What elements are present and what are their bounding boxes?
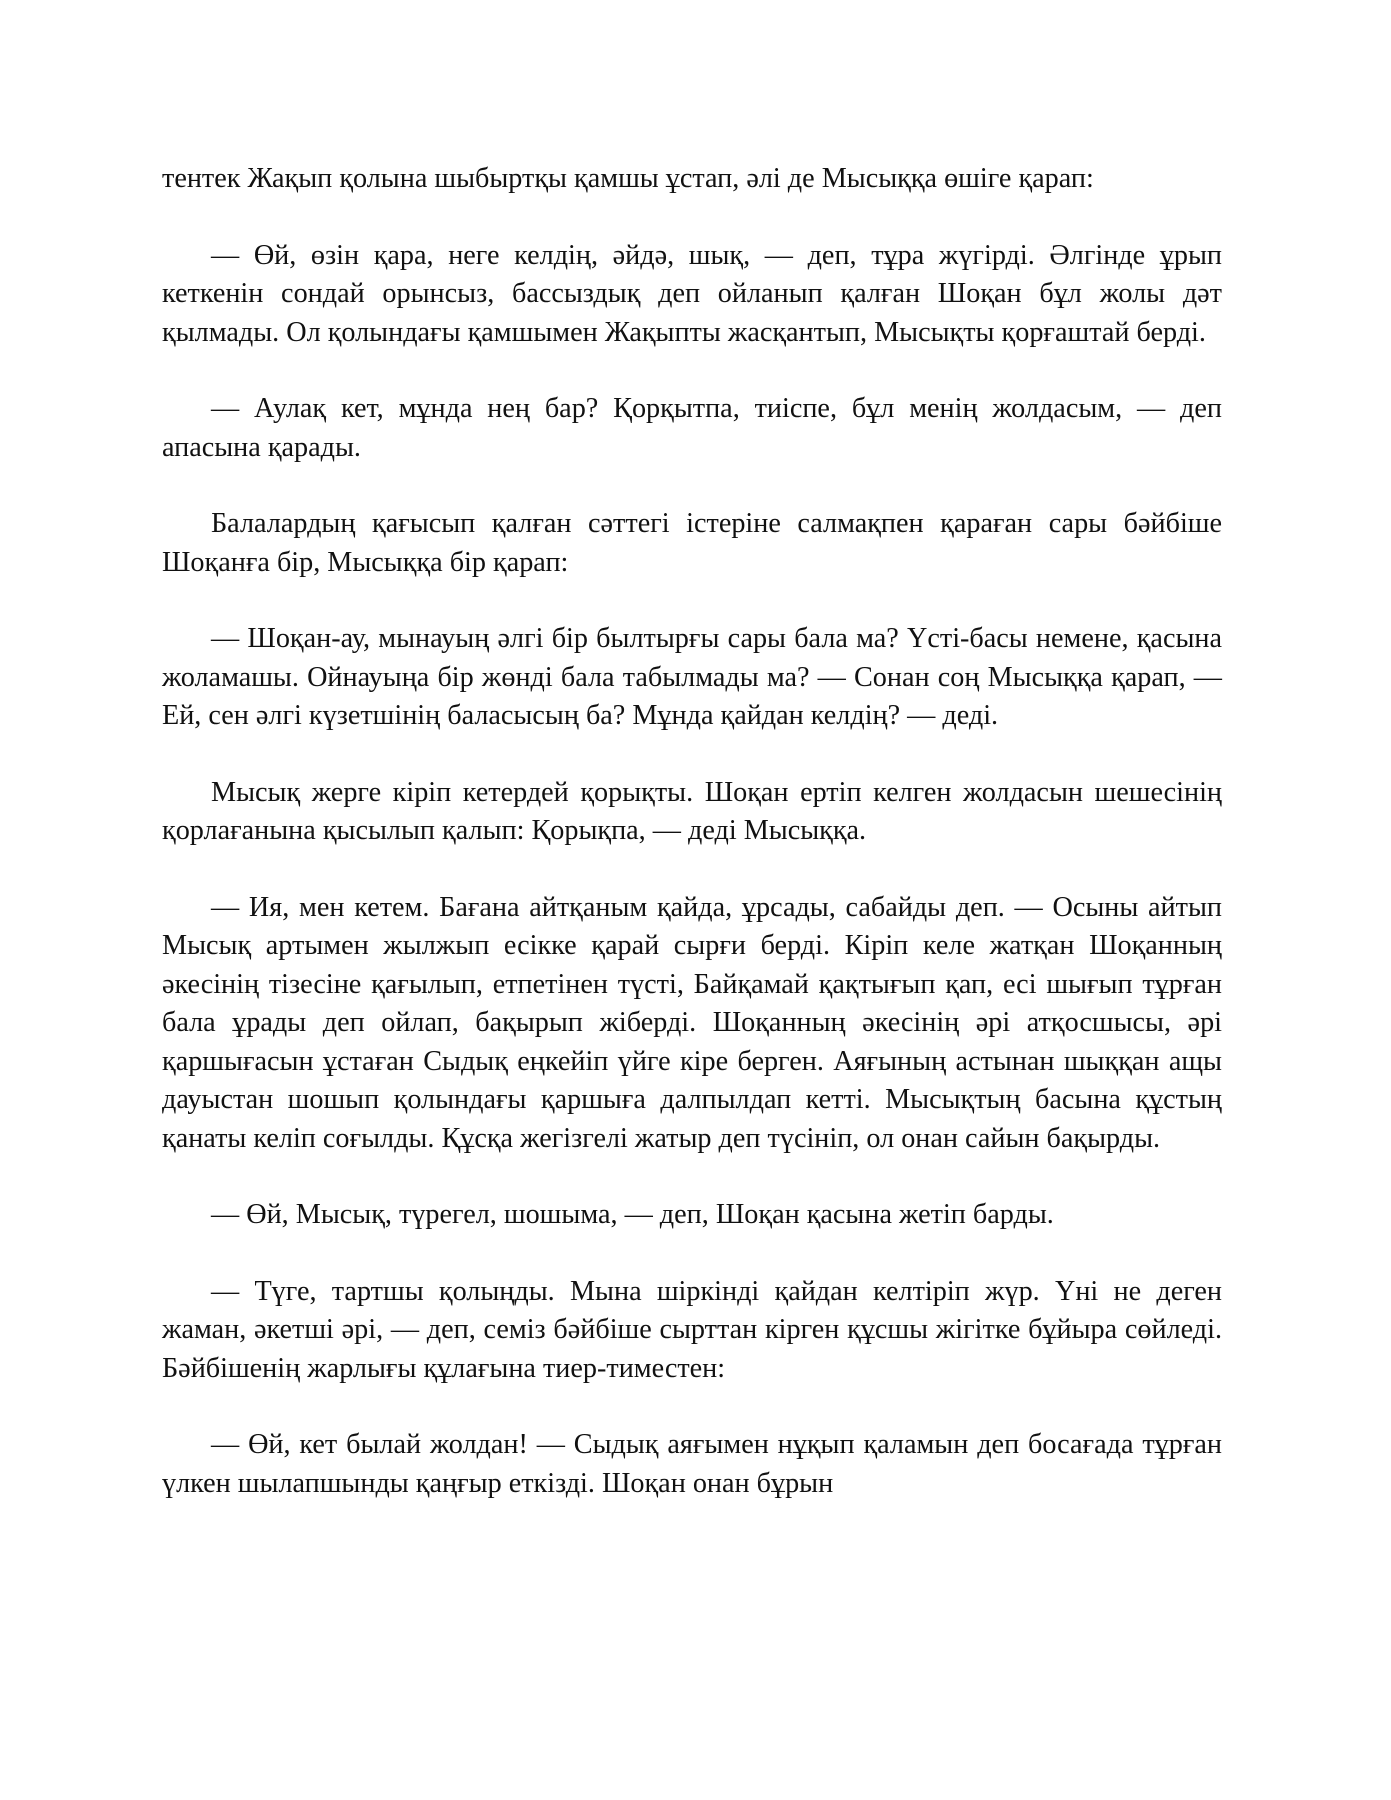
paragraph-10: — Өй, кет былай жолдан! — Сыдық аяғымен нұқып қаламын деп босағада тұрған үлкен шылапшынды қаңғыр еткізді. Шоқан онан бұрын — [162, 1429, 1222, 1499]
paragraph-8: — Өй, Мысық, түрегел, шошыма, — деп, Шоқан қасына жетіп барды. — [211, 1199, 1054, 1230]
paragraph-3: — Аулақ кет, мұнда нең бар? Қорқытпа, тиіспе, бұл менің жолдасым, — деп апасына қарады. — [162, 393, 1222, 463]
paragraph-2: — Өй, өзін қара, неге келдің, әйдә, шық, — деп, тұра жүгірді. Әлгінде ұрып кеткенін сондай орынсыз, бассыздық деп ойланып қалған Шоқан бұл жолы дәт қылмады. Ол қолындағы қамшымен Жақыпты жасқантып, Мысықты қорғаштай берді. — [162, 239, 1222, 348]
paragraph-9: — Түге, тартшы қолыңды. Мына шіркінді қайдан келтіріп жүр. Үні не деген жаман, әкетші әрі, — деп, семіз бәйбіше сырттан кірген құсшы жігітке бұйыра сөйледі. Бәйбішенің жарлығы құлағына тиер-тиместен: — [162, 1275, 1222, 1384]
paragraph-6: Мысық жерге кіріп кетердей қорықты. Шоқан ертіп келген жолдасын шешесінің қорлағанына қысылып қалып: Қорықпа, — деді Мысыққа. — [162, 776, 1222, 846]
paragraph-4: Балалардың қағысып қалған сәттегі істеріне салмақпен қараған сары бәйбіше Шоқанға бір, Мысыққа бір қарап: — [162, 508, 1222, 578]
paragraph-1: тентек Жақып қолына шыбыртқы қамшы ұстап, әлі де Мысыққа өшіге қарап: — [162, 163, 1094, 194]
document-page — [162, 160, 1222, 1541]
paragraph-7: — Ия, мен кетем. Бағана айтқаным қайда, ұрсады, сабайды деп. — Осыны айтып Мысық артымен жылжып есікке қарай сырғи берді. Кіріп келе жатқан Шоқанның әкесінің тізесіне қағылып, етпетінен түсті, Байқамай қақтығып қап, есі шығып тұрған бала ұрады деп ойлап, бақырып жіберді. Шоқанның әкесінің әрі атқосшысы, әрі қаршығасын ұстаған Сыдық еңкейіп үйге кіре берген. Аяғының астынан шыққан ащы дауыстан шошып қолындағы қаршыға далпылдап кетті. Мысықтың басына құстың қанаты келіп соғылды. Құсқа жегізгелі жатыр деп түсініп, ол онан сайын бақырды. — [162, 891, 1222, 1154]
paragraph-5: — Шоқан-ау, мынауың әлгі бір былтырғы сары бала ма? Үсті-басы немене, қасына жоламашы. Ойнауыңа бір жөнді бала табылмады ма? — Сонан соң Мысыққа қарап, — Ей, сен әлгі күзетшінің баласысың ба? Мұнда қайдан келдің? — деді. — [162, 623, 1222, 731]
